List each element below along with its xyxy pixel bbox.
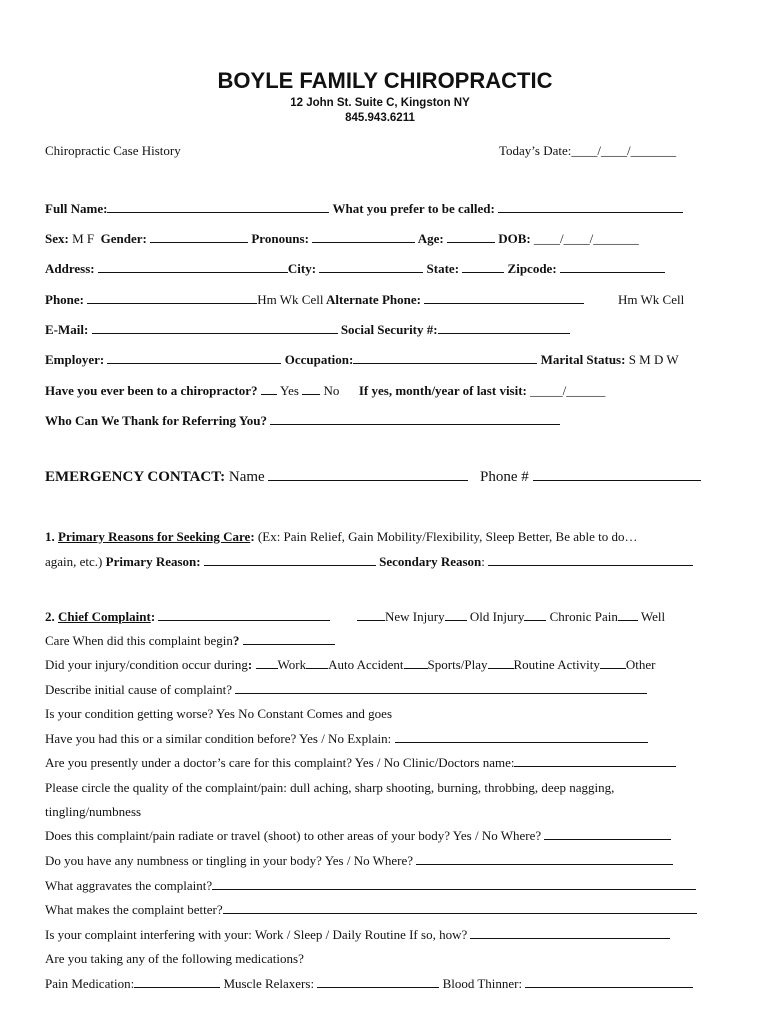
- address-row: [45, 261, 665, 277]
- chiro-no-field[interactable]: [302, 383, 320, 395]
- referral-field[interactable]: [270, 413, 560, 425]
- sex-label: Sex:: [45, 231, 69, 246]
- todays-date-field[interactable]: Today’s Date:____/____/_______: [499, 143, 677, 158]
- email-row: [45, 322, 570, 338]
- similar-condition-label: Have you had this or a similar condition before? Yes / No Explain:: [45, 731, 392, 746]
- injury-type-options: [357, 609, 665, 625]
- phone-row: [45, 292, 584, 308]
- email-label: E-Mail:: [45, 322, 89, 337]
- chiro-yes-field[interactable]: [261, 383, 277, 395]
- city-label: City:: [287, 261, 317, 276]
- full-name-row: [45, 201, 683, 217]
- chiropractor-question: Have you ever been to a chiropractor?: [45, 383, 258, 398]
- complaint-begin-field[interactable]: [243, 633, 335, 645]
- interfering-label: Is your complaint interfering with your: Work / Sleep / Daily Routine If so, how?: [45, 927, 468, 942]
- email-field[interactable]: [92, 322, 338, 334]
- radiate-label: Does this complaint/pain radiate or travel (shoot) to other areas of your body? Yes / No Where?: [45, 828, 542, 843]
- blood-thinner-label: Blood Thinner:: [442, 976, 523, 991]
- old-injury-field[interactable]: [445, 609, 467, 621]
- primary-reason-field[interactable]: [204, 554, 376, 566]
- clinic-phone: 845.943.6211: [345, 112, 415, 124]
- primary-reason-label: Primary Reason:: [105, 554, 201, 569]
- clinic-name: BOYLE FAMILY CHIROPRACTIC: [217, 68, 553, 93]
- numbness-row: [45, 853, 673, 869]
- aggravates-row: [45, 878, 696, 894]
- occur-auto-field[interactable]: [306, 657, 328, 669]
- chief-complaint-heading: Chief Complaint: [58, 609, 151, 624]
- age-field[interactable]: [447, 231, 495, 243]
- occur-sports-field[interactable]: [404, 657, 428, 669]
- alternate-phone-field[interactable]: [424, 292, 584, 304]
- occur-routine-label: Routine Activity: [513, 657, 600, 672]
- complaint-begin-label: Care When did this complaint begin: [45, 633, 233, 648]
- radiate-where-field[interactable]: [544, 828, 671, 840]
- marital-status-label: Marital Status:: [540, 352, 626, 367]
- gender-label: Gender:: [100, 231, 147, 246]
- ssn-label: Social Security #:: [340, 322, 438, 337]
- medications-row: [45, 976, 693, 992]
- primary-reasons-row: 1. Primary Reasons for Seeking Care: (Ex: Pain Relief, Gain Mobility/Flexibility, Sleep Better, Be able to do…: [45, 529, 638, 544]
- pain-quality-question-cont[interactable]: tingling/numbness: [45, 804, 142, 819]
- pain-medication-label: Pain Medication:: [45, 976, 135, 991]
- chiro-no-label: No: [323, 383, 340, 398]
- well-label: Well: [640, 609, 666, 624]
- alternate-phone-label: Alternate Phone:: [326, 292, 421, 307]
- preferred-name-field[interactable]: [498, 201, 683, 213]
- gender-field[interactable]: [150, 231, 248, 243]
- preferred-name-label: What you prefer to be called:: [332, 201, 495, 216]
- doctor-name-field[interactable]: [514, 755, 676, 767]
- emergency-name-field[interactable]: [268, 467, 468, 481]
- emergency-contact-row: [45, 467, 468, 486]
- state-field[interactable]: [462, 261, 504, 273]
- address-label: Address:: [45, 261, 95, 276]
- occur-work-label: Work: [277, 657, 307, 672]
- pronouns-label: Pronouns:: [251, 231, 309, 246]
- reasons-row: again, etc.) Primary Reason: Secondary Reason:: [45, 554, 693, 570]
- section-2-number: 2.: [45, 609, 55, 624]
- numbness-label: Do you have any numbness or tingling in your body? Yes / No Where?: [45, 853, 414, 868]
- last-visit-label: If yes, month/year of last visit:: [358, 383, 527, 398]
- well-field[interactable]: [618, 609, 638, 621]
- better-field[interactable]: [223, 902, 697, 914]
- city-field[interactable]: [319, 261, 423, 273]
- emergency-phone-group: [480, 467, 701, 486]
- age-label: Age:: [417, 231, 444, 246]
- muscle-relaxers-label: Muscle Relaxers:: [223, 976, 315, 991]
- full-name-field[interactable]: [107, 201, 329, 213]
- cause-label: Describe initial cause of complaint?: [45, 682, 232, 697]
- pain-medication-field[interactable]: [134, 976, 220, 988]
- emergency-phone-field[interactable]: [533, 467, 701, 481]
- chiro-yes-label: Yes: [280, 383, 299, 398]
- occupation-field[interactable]: [353, 352, 537, 364]
- interfering-row: [45, 927, 670, 943]
- clinic-address: 12 John St. Suite C, Kingston NY: [290, 97, 470, 109]
- worse-question[interactable]: Is your condition getting worse? Yes No Constant Comes and goes: [45, 706, 393, 721]
- emergency-phone-label: Phone #: [480, 469, 529, 485]
- occur-other-label: Other: [625, 657, 656, 672]
- employment-row: [45, 352, 679, 368]
- dob-field[interactable]: ____/____/_______: [533, 231, 639, 246]
- zipcode-label: Zipcode:: [507, 261, 557, 276]
- sex-options[interactable]: M F: [72, 231, 95, 246]
- doctor-care-row: [45, 755, 676, 771]
- demographics-row: [45, 231, 639, 247]
- emergency-contact-label: EMERGENCY CONTACT:: [45, 469, 226, 485]
- numbness-where-field[interactable]: [416, 853, 673, 865]
- pronouns-field[interactable]: [312, 231, 415, 243]
- secondary-reason-field[interactable]: [488, 554, 693, 566]
- primary-reasons-hint-2: again, etc.): [45, 554, 103, 569]
- aggravates-label: What aggravates the complaint?: [45, 878, 213, 893]
- occur-auto-label: Auto Accident: [328, 657, 404, 672]
- cause-field[interactable]: [235, 682, 647, 694]
- explain-field[interactable]: [395, 731, 648, 743]
- ssn-field[interactable]: [438, 322, 570, 334]
- interfering-how-field[interactable]: [470, 927, 670, 939]
- aggravates-field[interactable]: [212, 878, 696, 890]
- similar-condition-row: [45, 731, 648, 747]
- chief-complaint-row: 2. Chief Complaint:: [45, 609, 330, 625]
- blood-thinner-field[interactable]: [525, 976, 693, 988]
- address-field[interactable]: [98, 261, 288, 273]
- secondary-reason-label: Secondary Reason: [379, 554, 482, 569]
- cause-row: [45, 682, 647, 698]
- dob-label: DOB:: [498, 231, 531, 246]
- phone-label: Phone:: [45, 292, 84, 307]
- referral-label: Who Can We Thank for Referring You?: [45, 413, 267, 428]
- alternate-phone-type-options[interactable]: Hm Wk Cell: [618, 292, 685, 307]
- last-visit-field[interactable]: _____/______: [530, 383, 606, 398]
- medications-question: Are you taking any of the following medications?: [45, 951, 304, 966]
- occur-routine-field[interactable]: [488, 657, 514, 669]
- chronic-pain-field[interactable]: [524, 609, 546, 621]
- chief-complaint-field[interactable]: [158, 609, 330, 621]
- occur-work-field[interactable]: [256, 657, 278, 669]
- full-name-label: Full Name:: [45, 201, 108, 216]
- primary-reasons-hint: (Ex: Pain Relief, Gain Mobility/Flexibility, Sleep Better, Be able to do…: [257, 529, 638, 544]
- occurrence-label: Did your injury/condition occur during: [45, 657, 248, 672]
- radiate-row: [45, 828, 671, 844]
- section-1-number: 1.: [45, 529, 55, 544]
- marital-status-options[interactable]: S M D W: [628, 352, 679, 367]
- phone-field[interactable]: [87, 292, 257, 304]
- new-injury-label: New Injury: [385, 609, 445, 624]
- occupation-label: Occupation:: [284, 352, 354, 367]
- zipcode-field[interactable]: [560, 261, 665, 273]
- occur-other-field[interactable]: [600, 657, 626, 669]
- phone-type-options[interactable]: Hm Wk Cell: [257, 292, 324, 307]
- better-row: [45, 902, 697, 918]
- form-name: Chiropractic Case History: [45, 143, 181, 158]
- occurrence-row: Did your injury/condition occur during: Work Auto Accident Sports/Play Routine Activity Other: [45, 657, 656, 672]
- old-injury-label: Old Injury: [469, 609, 525, 624]
- better-label: What makes the complaint better?: [45, 902, 223, 917]
- pain-quality-question[interactable]: Please circle the quality of the complaint/pain: dull aching, sharp shooting, burning, throbbing, deep nagging,: [45, 780, 615, 795]
- occur-sports-label: Sports/Play: [427, 657, 488, 672]
- employer-field[interactable]: [107, 352, 281, 364]
- employer-label: Employer:: [45, 352, 105, 367]
- chiropractor-row: [45, 383, 605, 399]
- state-label: State:: [426, 261, 460, 276]
- primary-reasons-heading: Primary Reasons for Seeking Care: [58, 529, 251, 544]
- referral-row: [45, 413, 560, 429]
- chronic-pain-label: Chronic Pain: [549, 609, 618, 624]
- doctor-care-label: Are you presently under a doctor’s care for this complaint? Yes / No Clinic/Doctors name:: [45, 755, 515, 770]
- muscle-relaxers-field[interactable]: [317, 976, 439, 988]
- emergency-name-label: Name: [228, 469, 265, 485]
- complaint-begin-row: Care When did this complaint begin?: [45, 633, 335, 649]
- new-injury-field[interactable]: [357, 609, 385, 621]
